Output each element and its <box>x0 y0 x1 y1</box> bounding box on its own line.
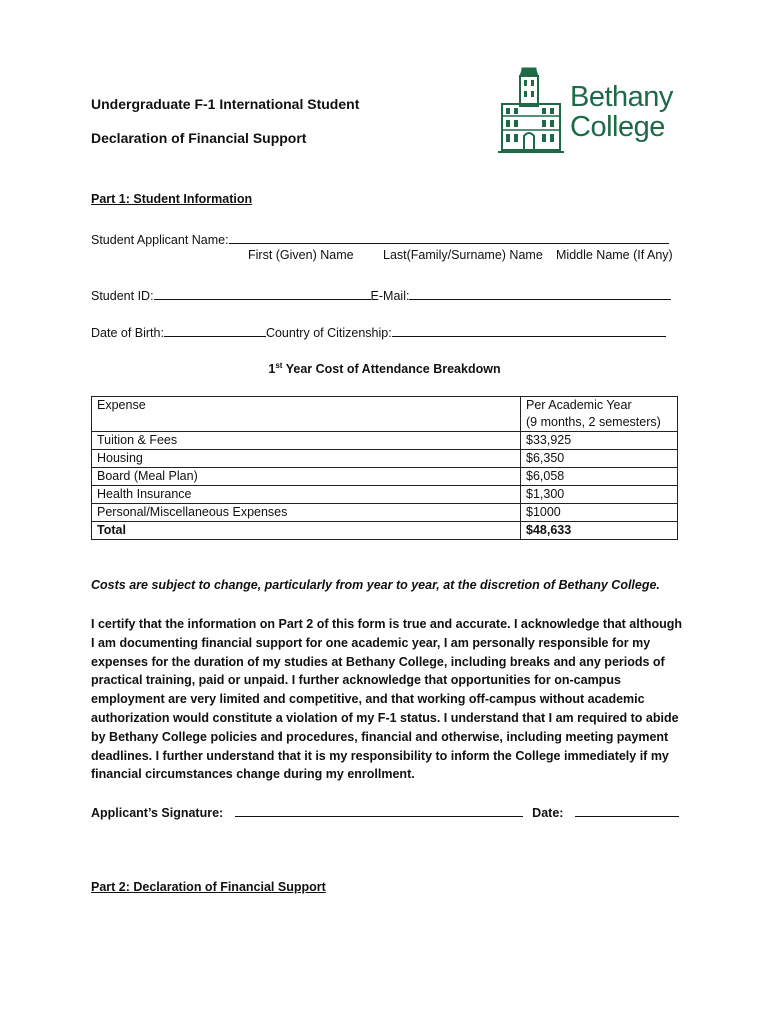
dob-field[interactable] <box>164 323 266 337</box>
signature-field[interactable] <box>235 803 523 817</box>
table-row <box>92 450 678 468</box>
expense-cell: Health Insurance <box>92 486 521 504</box>
dob-citizenship-row <box>91 323 666 340</box>
expense-cell: Tuition & Fees <box>92 432 521 450</box>
table-row <box>92 468 678 486</box>
college-building-icon <box>498 64 564 156</box>
certification-paragraph: I certify that the information on Part 2 of this form is true and accurate. I acknowledge that although I am documenting financial support for one academic year, I am personally responsible for my expenses for the duration of my studies at Bethany College, including breaks and any periods of practical training, paid or unpaid. I further acknowledge that opportunities for on-campus employment are very limited and competitive, and that working off-campus without academic authorization would constitute a violation of my F-1 status. I understand that I am required to abide by Bethany College policies and procedures, financial and otherwise, including meeting payment deadlines. I further understand that it is my responsibility to inform the College immediately if my financial circumstances change during my enrollment. <box>91 617 683 782</box>
name-last-sublabel: Last(Family/Surname) Name <box>383 248 543 262</box>
student-id-label: Student ID: <box>91 289 154 303</box>
logo-wordmark <box>570 82 673 142</box>
total-label: Total <box>92 522 521 540</box>
amount-cell: $1000 <box>521 504 678 522</box>
expense-column-header: Expense <box>92 397 521 432</box>
student-id-field[interactable] <box>154 286 371 300</box>
student-name-field[interactable] <box>229 230 669 244</box>
amount-header-line1: Per Academic Year <box>526 398 632 412</box>
student-name-label: Student Applicant Name: <box>91 233 229 247</box>
total-row <box>92 522 678 540</box>
cost-heading-ordinal: st <box>275 361 283 370</box>
form-title-line2: Declaration of Financial Support <box>91 130 307 146</box>
cost-change-note: Costs are subject to change, particularly from year to year, at the discretion of Bethany College. <box>91 578 660 592</box>
cost-table-heading <box>91 361 678 376</box>
name-first-sublabel: First (Given) Name <box>248 248 354 262</box>
name-middle-sublabel: Middle Name (If Any) <box>556 248 673 262</box>
amount-cell: $33,925 <box>521 432 678 450</box>
amount-cell: $6,350 <box>521 450 678 468</box>
logo-text-line2: College <box>570 111 665 143</box>
cost-table-header-row <box>92 397 678 432</box>
bethany-college-logo <box>498 64 678 156</box>
signature-row <box>91 803 679 820</box>
total-amount: $48,633 <box>521 522 678 540</box>
citizenship-label: Country of Citizenship: <box>265 326 392 340</box>
signature-label: Applicant’s Signature: <box>91 806 224 820</box>
amount-column-header <box>521 397 678 432</box>
id-email-row <box>91 286 671 303</box>
cost-table <box>91 396 678 540</box>
part1-heading: Part 1: Student Information <box>91 192 253 206</box>
email-label: E-Mail: <box>370 289 410 303</box>
cost-heading-text: Year Cost of Attendance Breakdown <box>282 362 501 377</box>
expense-cell: Personal/Miscellaneous Expenses <box>92 504 521 522</box>
student-name-row <box>91 230 669 247</box>
date-label: Date: <box>532 806 564 820</box>
form-title-line1: Undergraduate F-1 International Student <box>91 96 360 112</box>
part2-heading: Part 2: Declaration of Financial Support <box>91 880 326 894</box>
date-field[interactable] <box>575 803 679 817</box>
email-field[interactable] <box>409 286 671 300</box>
expense-cell: Board (Meal Plan) <box>92 468 521 486</box>
amount-header-line2: (9 months, 2 semesters) <box>526 415 661 429</box>
cost-heading-number: 1 <box>268 362 276 377</box>
logo-text-line1: Bethany <box>570 81 673 113</box>
expense-cell: Housing <box>92 450 521 468</box>
table-row <box>92 432 678 450</box>
dob-label: Date of Birth: <box>91 326 164 340</box>
amount-cell: $1,300 <box>521 486 678 504</box>
table-row <box>92 486 678 504</box>
amount-cell: $6,058 <box>521 468 678 486</box>
table-row <box>92 504 678 522</box>
citizenship-field[interactable] <box>392 323 666 337</box>
